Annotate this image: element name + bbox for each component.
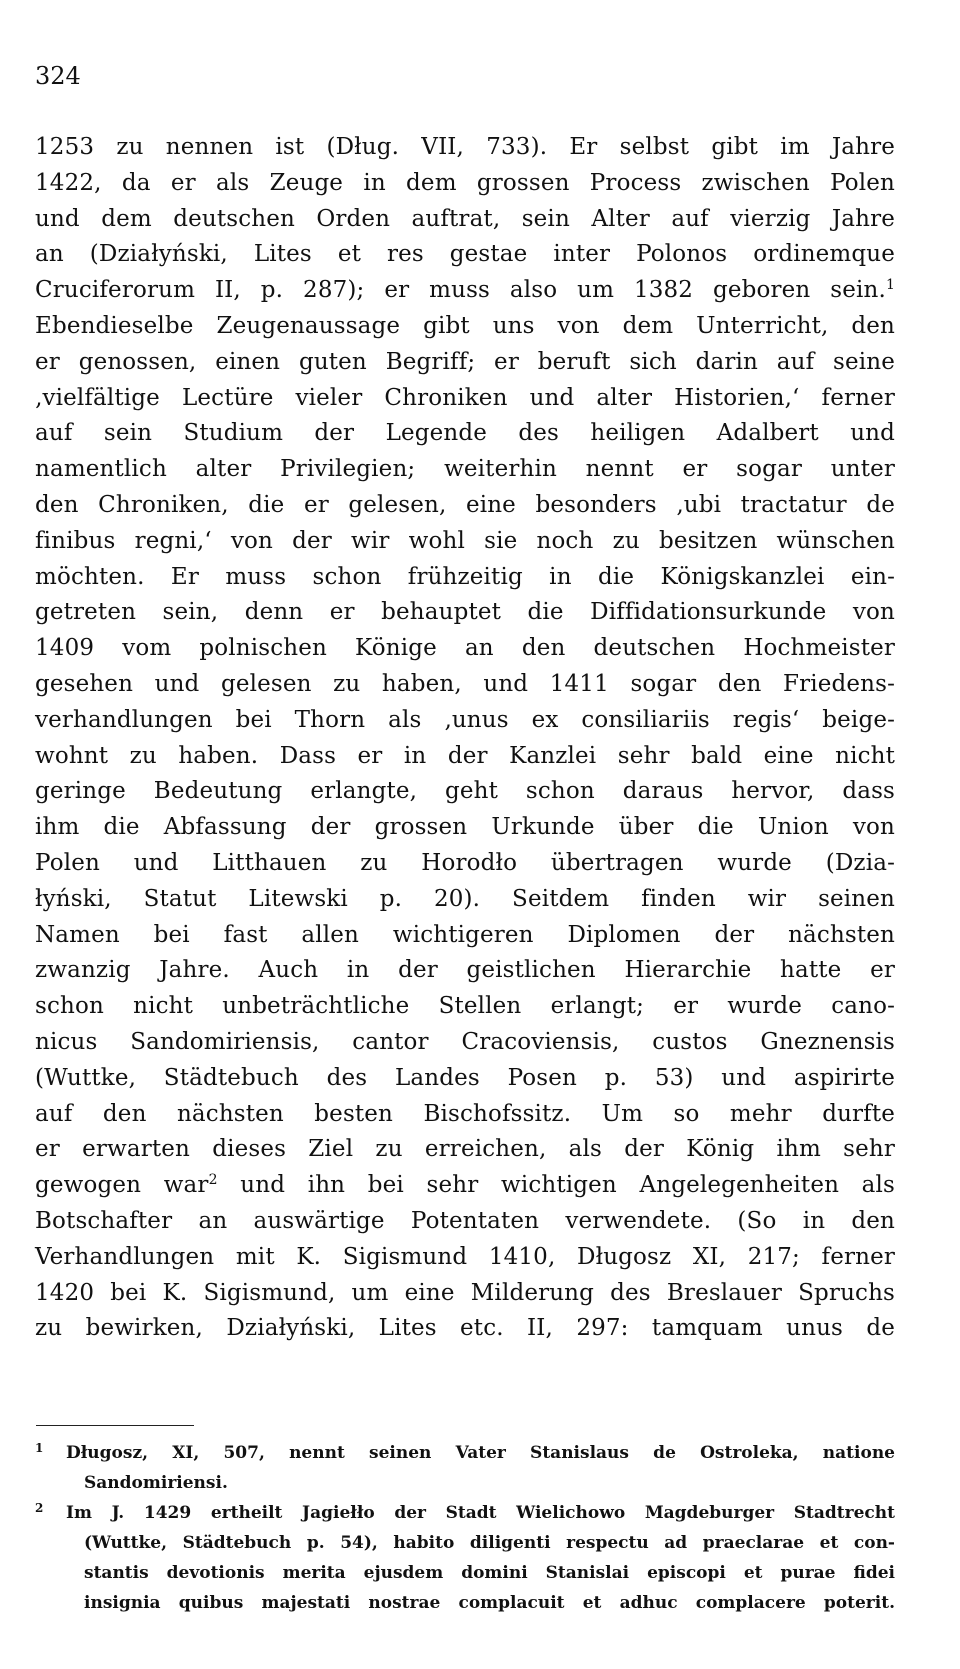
text-line: nicus Sandomiriensis, cantor Cracoviensis, custos Gneznensis (35, 1028, 895, 1055)
footnote-line: 2 Im J. 1429 ertheilt Jagiełło der Stadt Wielichowo Magdeburger Stadtrecht (35, 1501, 895, 1523)
footnote-line: Sandomiriensi. (84, 1473, 228, 1493)
text-line: den Chroniken, die er gelesen, eine besonders ‚ubi tractatur de (35, 491, 895, 518)
footnote-line: insignia quibus majestati nostrae complacuit et adhuc complacere poterit. (84, 1593, 895, 1613)
text-line: er genossen, einen guten Begriff; er beruft sich darin auf seine (35, 348, 895, 375)
footnote-divider (36, 1425, 194, 1426)
text-line: ihm die Abfassung der grossen Urkunde über die Union von (35, 814, 895, 841)
text-line: finibus regni,‘ von der wir wohl sie noch zu besitzen wünschen (35, 527, 895, 554)
text-line: gesehen und gelesen zu haben, und 1411 sogar den Friedens- (35, 670, 895, 697)
text-line: geringe Bedeutung erlangte, geht schon daraus hervor, dass (35, 778, 895, 805)
text-line: Polen und Litthauen zu Horodło übertragen wurde (Dzia- (35, 849, 895, 876)
text-line: 1253 zu nennen ist (Dług. VII, 733). Er selbst gibt im Jahre (35, 134, 895, 160)
footnote-line: stantis devotionis merita ejusdem domini Stanislai episcopi et purae fidei (84, 1563, 895, 1583)
text-line: und dem deutschen Orden auftrat, sein Alter auf vierzig Jahre (35, 205, 895, 232)
text-line: auf den nächsten besten Bischofssitz. Um so mehr durfte (35, 1100, 895, 1127)
text-line: Cruciferorum II, p. 287); er muss also um 1382 geboren sein.$^1$ (35, 277, 895, 304)
footnotes (35, 1438, 895, 1618)
text-line: ‚vielfältige Lectüre vieler Chroniken und alter Historien,‘ ferner (35, 384, 895, 411)
text-line: er erwarten dieses Ziel zu erreichen, als der König ihm sehr (35, 1136, 895, 1163)
text-line: (Wuttke, Städtebuch des Landes Posen p. 53) und aspirirte (35, 1064, 895, 1091)
text-line: gewogen war$^2$ und ihn bei sehr wichtigen Angelegenheiten als (35, 1172, 896, 1199)
text-line: 1420 bei K. Sigismund, um eine Milderung des Breslauer Spruchs (35, 1279, 895, 1306)
text-line: Namen bei fast allen wichtigeren Diplomen der nächsten (35, 921, 895, 948)
text-line: zu bewirken, Działyński, Lites etc. II, 297: tamquam unus de (35, 1315, 895, 1342)
text-line: wohnt zu haben. Dass er in der Kanzlei sehr bald eine nicht (35, 742, 895, 769)
footnote-ref: 1 (885, 277, 895, 294)
text-line: schon nicht unbeträchtliche Stellen erlangt; er wurde cano- (35, 993, 895, 1020)
text-line: 1422, da er als Zeuge in dem grossen Process zwischen Polen (35, 169, 895, 196)
text-line: Verhandlungen mit K. Sigismund 1410, Długosz XI, 217; ferner (35, 1243, 895, 1270)
text-line: zwanzig Jahre. Auch in der geistlichen Hierarchie hatte er (35, 957, 895, 984)
text-line: verhandlungen bei Thorn als ‚unus ex consiliariis regis‘ beige- (35, 706, 895, 733)
page-number: 324 (35, 62, 81, 90)
text-line: Botschafter an auswärtige Potentaten verwendete. (So in den (35, 1207, 895, 1234)
text-line: namentlich alter Privilegien; weiterhin nennt er sogar unter (35, 456, 895, 483)
text-line: auf sein Studium der Legende des heiligen Adalbert und (35, 420, 895, 447)
text-line: getreten sein, denn er behauptet die Diffidationsurkunde von (35, 599, 895, 626)
text-line: 1409 vom polnischen Könige an den deutschen Hochmeister (35, 635, 895, 662)
text-line: łyński, Statut Litewski p. 20). Seitdem finden wir seinen (35, 885, 895, 912)
footnote-line: 1 Długosz, XI, 507, nennt seinen Vater Stanislaus de Ostroleka, natione (35, 1441, 895, 1463)
text-line: möchten. Er muss schon frühzeitig in die Königskanzlei ein- (35, 563, 895, 590)
main-text (35, 130, 895, 1347)
text-line: an (Działyński, Lites et res gestae inter Polonos ordinemque (35, 241, 895, 268)
footnote-ref: 2 (208, 1172, 218, 1189)
text-line: Ebendieselbe Zeugenaussage gibt uns von dem Unterricht, den (35, 312, 895, 339)
footnote-line: (Wuttke, Städtebuch p. 54), habito diligenti respectu ad praeclarae et con- (84, 1533, 895, 1553)
